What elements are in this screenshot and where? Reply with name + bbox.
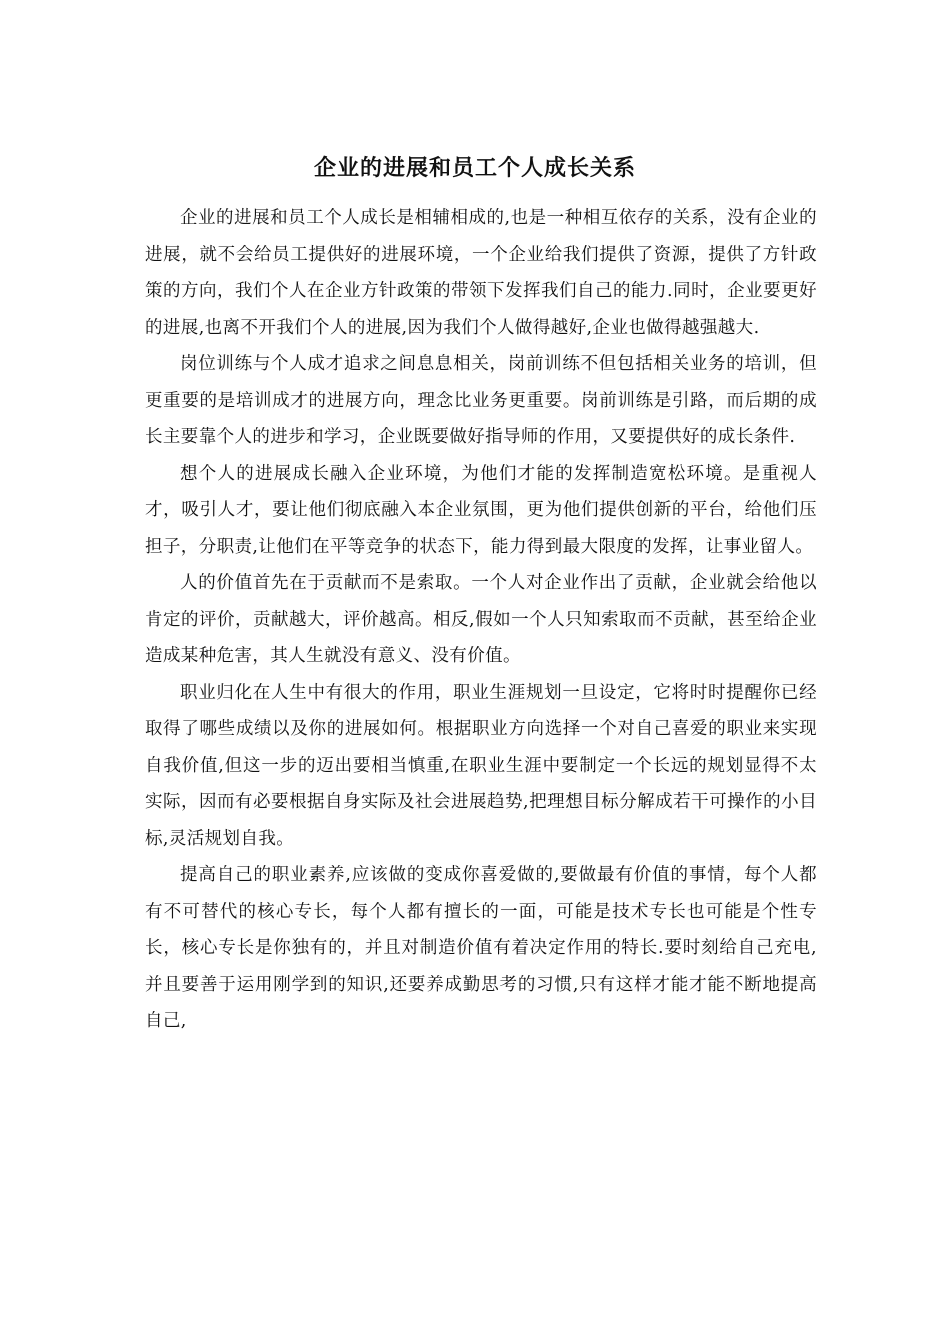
paragraph-2: 岗位训练与个人成才追求之间息息相关，岗前训练不但包括相关业务的培训，但更重要的是培训成才的进展方向，理念比业务更重要。岗前训练是引路，而后期的成长主要靠个人的进步和学习，企业既要做好指导师的作用，又要提供好的成长条件. — [145, 354, 817, 447]
paragraph-5: 职业归化在人生中有很大的作用，职业生涯规划一旦设定，它将时时提醒你已经取得了哪些成绩以及你的进展如何。根据职业方向选择一个对自己喜爱的职业来实现自我价值,但这一步的迈出要相当慎重,在职业生涯中要制定一个长远的规划显得不太实际，因而有必要根据自身实际及社会进展趋势,把理想目标分解成若干可操作的小目标,灵活规划自我。 — [145, 682, 817, 849]
paragraph-4: 人的价值首先在于贡献而不是索取。一个人对企业作出了贡献，企业就会给他以肯定的评价，贡献越大，评价越高。相反,假如一个人只知索取而不贡献，甚至给企业造成某种危害，其人生就没有意义、没有价值。 — [145, 573, 817, 666]
document-body — [145, 200, 817, 1040]
paragraph-1: 企业的进展和员工个人成长是相辅相成的,也是一种相互依存的关系，没有企业的进展，就不会给员工提供好的进展环境，一个企业给我们提供了资源，提供了方针政策的方向，我们个人在企业方针政策的带领下发挥我们自己的能力.同时，企业要更好的进展,也离不开我们个人的进展,因为我们个人做得越好,企业也做得越强越大. — [145, 208, 817, 338]
paragraph-6: 提高自己的职业素养,应该做的变成你喜爱做的,要做最有价值的事情，每个人都有不可替代的核心专长，每个人都有擅长的一面，可能是技术专长也可能是个性专长，核心专长是你独有的，并且对制造价值有着决定作用的特长.要时刻给自己充电,并且要善于运用刚学到的知识,还要养成勤思考的习惯,只有这样才能才能不断地提高自己, — [145, 865, 817, 1031]
document-title: 企业的进展和员工个人成长关系 — [313, 155, 636, 181]
paragraph-3: 想个人的进展成长融入企业环境，为他们才能的发挥制造宽松环境。是重视人才，吸引人才，要让他们彻底融入本企业氛围，更为他们提供创新的平台，给他们压担子，分职责,让他们在平等竞争的状态下，能力得到最大限度的发挥，让事业留人。 — [145, 463, 817, 557]
